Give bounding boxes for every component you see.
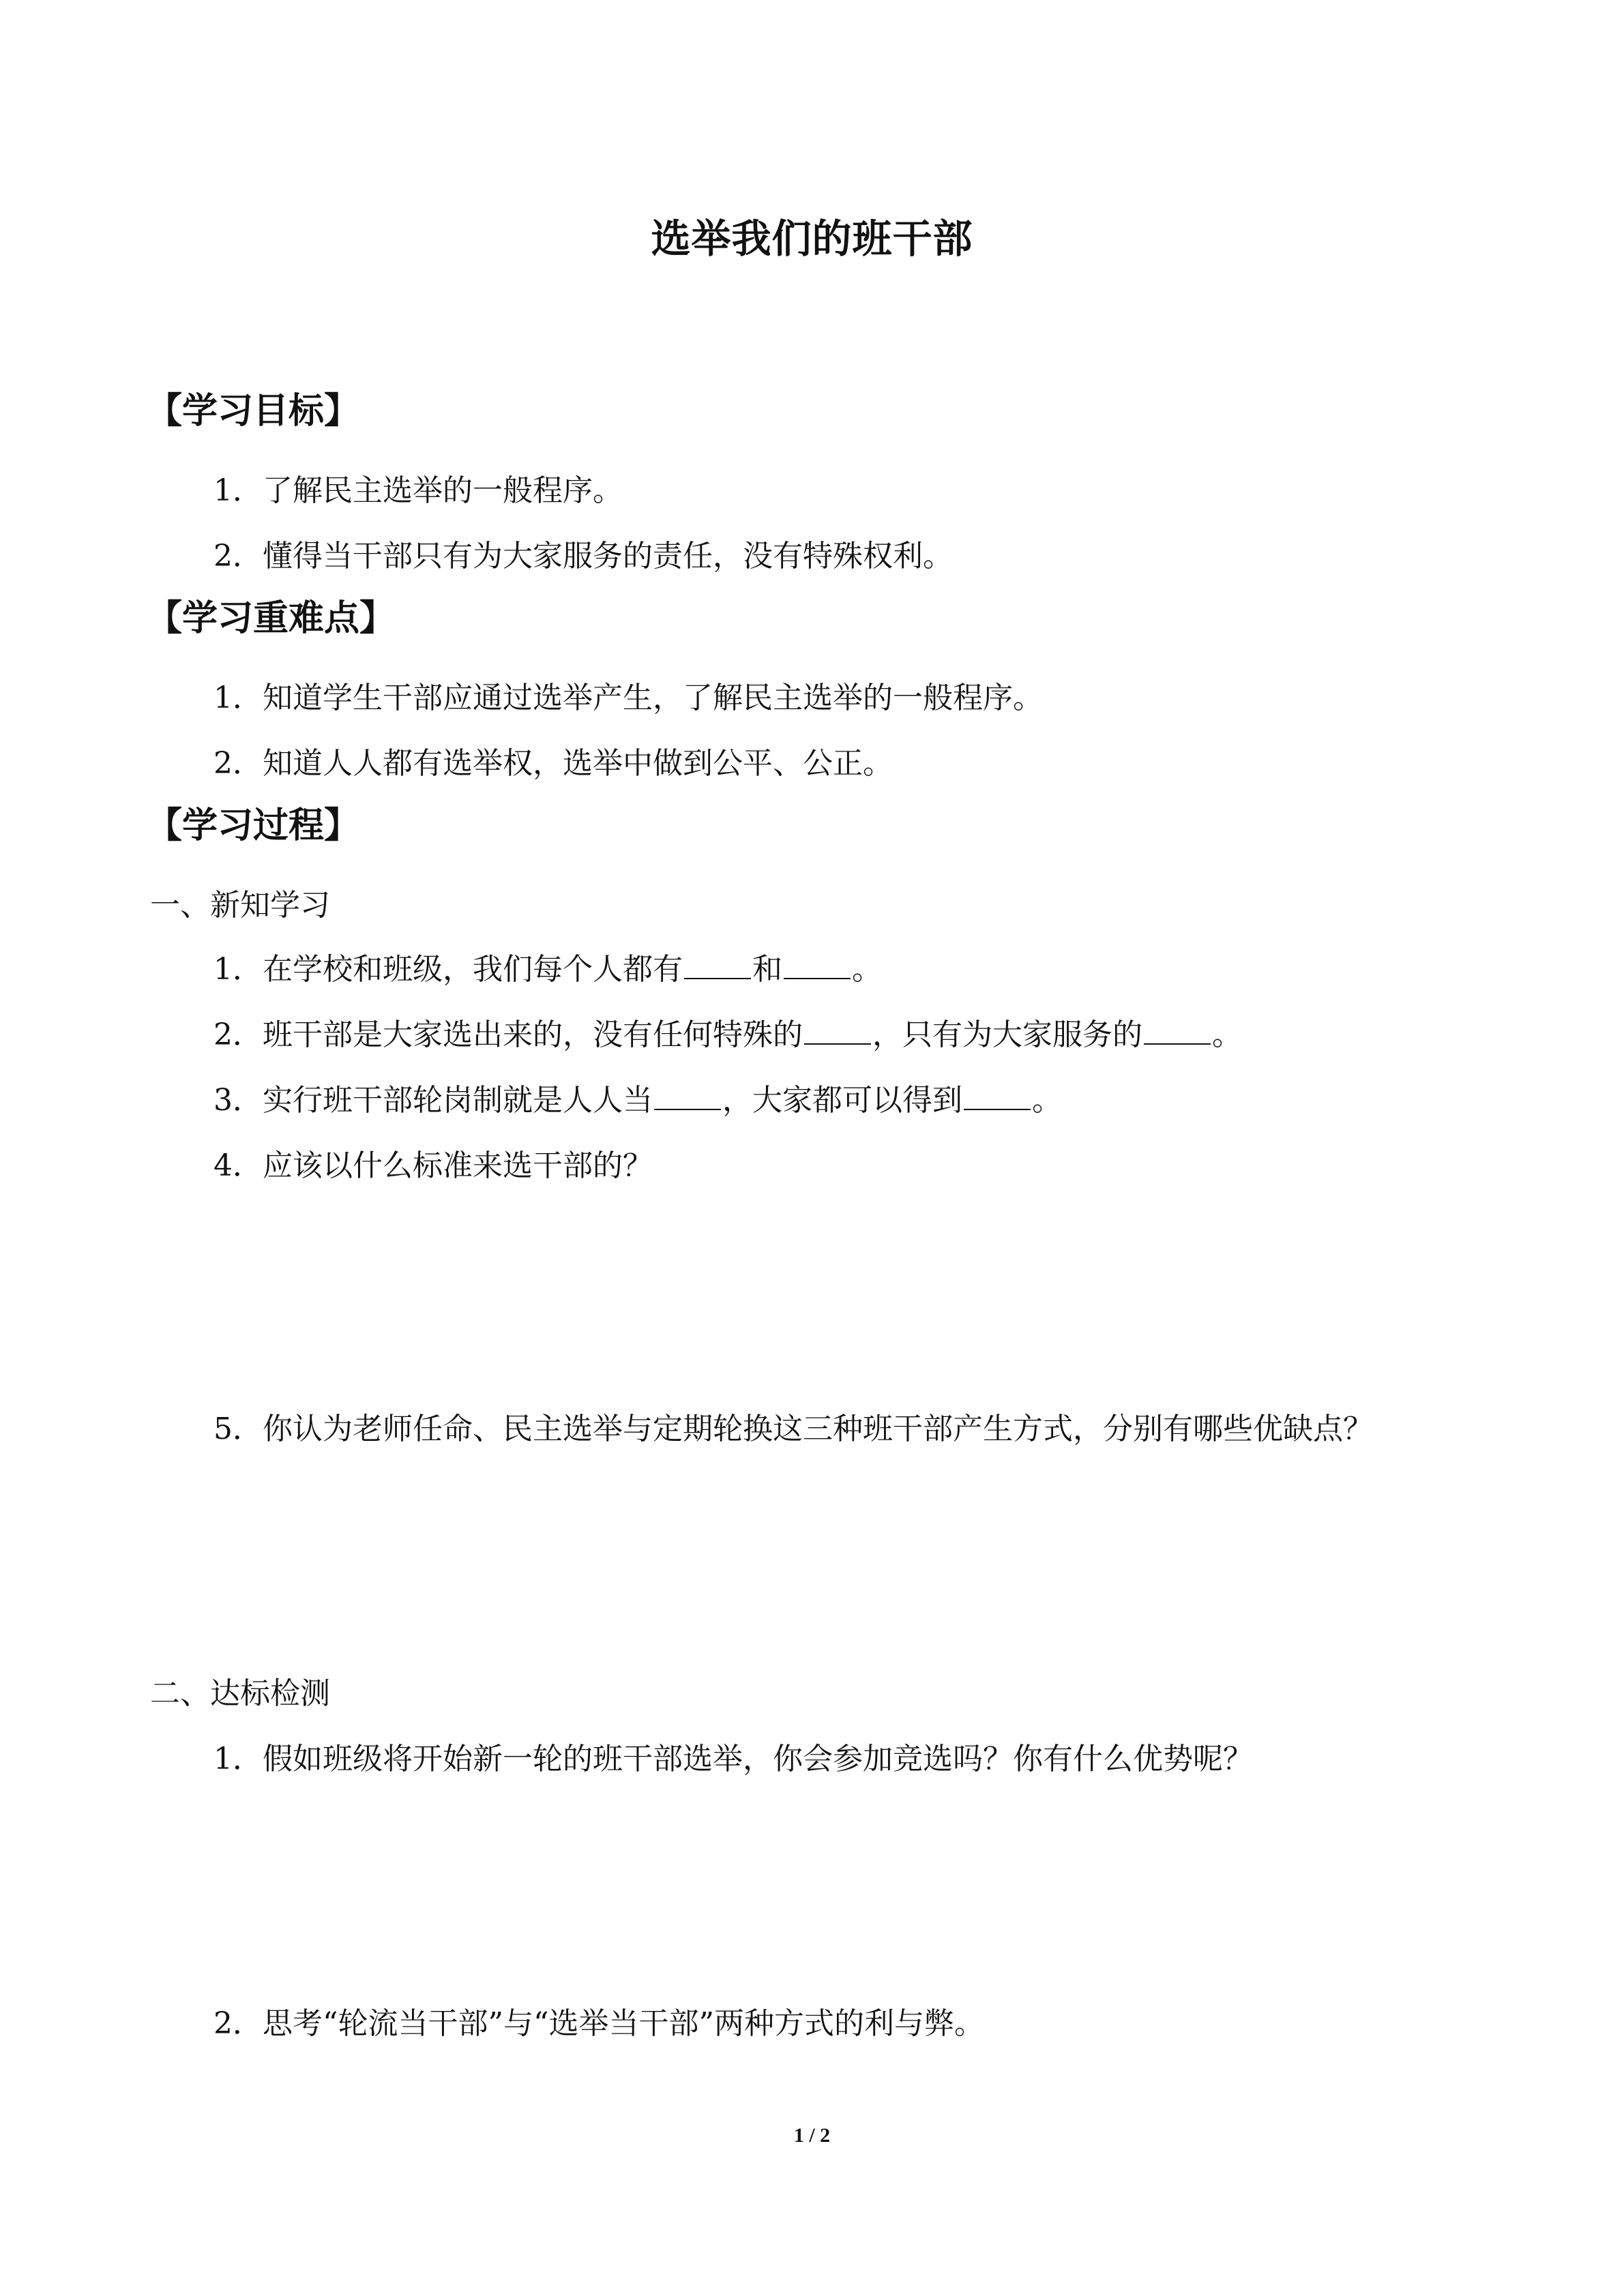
question-text: 3．实行班干部轮岗制就是人人当 [213, 1083, 653, 1118]
question-text: 1．在学校和班级，我们每个人都有 [213, 952, 683, 987]
question-text: 和 [752, 952, 782, 987]
question-4: 4．应该以什么标准来选干部的？ [213, 1148, 653, 1183]
question-text: 。 [1032, 1083, 1062, 1118]
section-heading-process: 【学习过程】 [147, 805, 360, 846]
question-text: 。 [852, 952, 882, 987]
question-5: 5．你认为老师任命、民主选举与定期轮换这三种班干部产生方式，分别有哪些优缺点？ [213, 1412, 1373, 1446]
answer-blank[interactable] [964, 1082, 1031, 1110]
key-point-item-2: 2．知道人人都有选举权，选举中做到公平、公正。 [213, 746, 893, 781]
question-text: ，只有为大家服务的 [872, 1017, 1142, 1052]
answer-blank[interactable] [684, 951, 751, 979]
answer-blank[interactable] [654, 1082, 721, 1110]
part-label-new-knowledge: 一、新知学习 [150, 888, 330, 923]
answer-blank[interactable] [804, 1016, 871, 1045]
key-point-item-1: 1．知道学生干部应通过选举产生，了解民主选举的一般程序。 [213, 681, 1043, 715]
section-heading-key-points: 【学习重难点】 [147, 598, 396, 639]
question-fill-3 [213, 1080, 1062, 1121]
assessment-question-1: 1．假如班级将开始新一轮的班干部选举，你会参加竞选吗？你有什么优势呢？ [213, 1742, 1253, 1776]
answer-blank[interactable] [1144, 1016, 1211, 1045]
objective-item-1: 1．了解民主选举的一般程序。 [213, 473, 623, 508]
part-label-assessment: 二、达标检测 [150, 1676, 330, 1711]
question-fill-2 [213, 1015, 1242, 1056]
page-title: 选举我们的班干部 [651, 215, 973, 262]
page-number: 1 / 2 [793, 2124, 831, 2147]
answer-blank[interactable] [784, 951, 851, 979]
objective-item-2: 2．懂得当干部只有为大家服务的责任，没有特殊权利。 [213, 539, 953, 573]
question-text: ，大家都可以得到 [722, 1083, 962, 1118]
question-text: 。 [1212, 1017, 1242, 1052]
question-text: 2．班干部是大家选出来的，没有任何特殊的 [213, 1017, 803, 1052]
assessment-question-2: 2．思考“轮流当干部”与“选举当干部”两种方式的利与弊。 [213, 2006, 984, 2041]
section-heading-objectives: 【学习目标】 [147, 391, 360, 432]
question-fill-1 [213, 949, 882, 990]
